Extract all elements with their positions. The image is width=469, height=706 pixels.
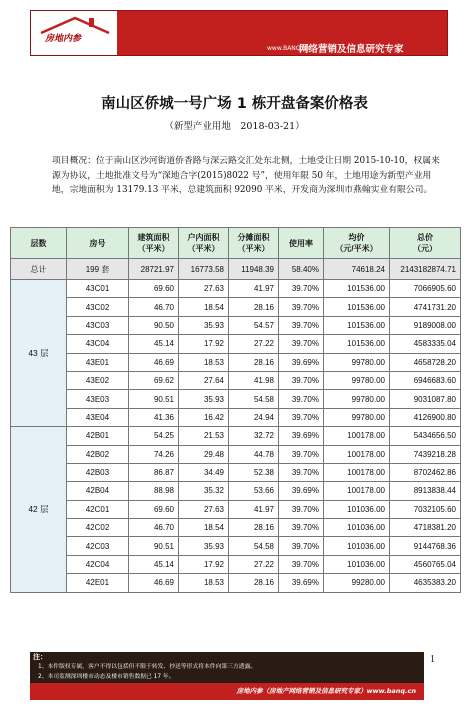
value-cell: 9144768.36 (390, 537, 461, 555)
logo (31, 11, 117, 55)
page-number: 1 (430, 654, 435, 665)
value-cell: 28.16 (229, 353, 279, 371)
value-cell: 39.70% (279, 280, 324, 298)
table-row (11, 574, 461, 592)
value-cell: 32.72 (229, 427, 279, 445)
room-cell: 43E04 (67, 408, 129, 426)
table-row (11, 408, 461, 426)
value-cell: 54.58 (229, 390, 279, 408)
value-cell: 35.93 (179, 537, 229, 555)
header-url: www.BANQ.cn (267, 45, 310, 52)
header-banner (30, 10, 448, 56)
value-cell: 17.92 (179, 555, 229, 573)
value-cell: 46.69 (129, 574, 179, 592)
value-cell: 39.70% (279, 463, 324, 481)
room-cell: 42B02 (67, 445, 129, 463)
room-cell: 43E02 (67, 371, 129, 389)
value-cell: 39.69% (279, 427, 324, 445)
table-row (11, 316, 461, 334)
value-cell: 18.53 (179, 353, 229, 371)
value-cell: 99780.00 (324, 408, 390, 426)
value-cell: 99780.00 (324, 371, 390, 389)
value-cell: 100178.00 (324, 445, 390, 463)
value-cell: 101036.00 (324, 555, 390, 573)
total-gross: 28721.97 (129, 259, 179, 280)
value-cell: 101036.00 (324, 519, 390, 537)
footer-text: 房地内参（房地产网络营销及信息研究专家）www.banq.cn (236, 687, 416, 695)
value-cell: 100178.00 (324, 482, 390, 500)
col-header: 分摊面积 （平米） (229, 228, 279, 259)
value-cell: 27.22 (229, 335, 279, 353)
value-cell: 101536.00 (324, 280, 390, 298)
value-cell: 29.48 (179, 445, 229, 463)
total-price: 2143182874.71 (390, 259, 461, 280)
value-cell: 21.53 (179, 427, 229, 445)
project-intro: 项目概况：位于南山区沙河街道侨香路与深云路交汇处东北侧，土地受让日期 2015-10-10，权属来源为协议，土地批准文号为“深地合字(2015)8022 号”，使用年限 50 年，土地用途为新型产业用地，宗地面积为 13179.13 平米，总建筑面积 92090 平米，开发商为深圳市燕翰实业有限公司。 (52, 156, 440, 196)
value-cell: 99780.00 (324, 390, 390, 408)
table-row (11, 482, 461, 500)
value-cell: 27.63 (179, 280, 229, 298)
value-cell: 4658728.20 (390, 353, 461, 371)
note-item: 1、本件版权专属，客户不得以包括但不限于转发、抄送等形式将本件向第三方透露。 (38, 664, 257, 670)
value-cell: 39.69% (279, 574, 324, 592)
value-cell: 4741731.20 (390, 298, 461, 316)
value-cell: 46.70 (129, 298, 179, 316)
value-cell: 39.69% (279, 482, 324, 500)
total-rate: 58.40% (279, 259, 324, 280)
value-cell: 90.51 (129, 390, 179, 408)
room-cell: 43C04 (67, 335, 129, 353)
value-cell: 17.92 (179, 335, 229, 353)
total-shared: 11948.39 (229, 259, 279, 280)
value-cell: 100178.00 (324, 463, 390, 481)
table-row (11, 371, 461, 389)
table-row (11, 537, 461, 555)
value-cell: 9031087.80 (390, 390, 461, 408)
value-cell: 39.70% (279, 371, 324, 389)
value-cell: 4126900.80 (390, 408, 461, 426)
page-title: 南山区侨城一号广场 1 栋开盘备案价格表 (101, 96, 368, 112)
value-cell: 53.66 (229, 482, 279, 500)
value-cell: 39.70% (279, 500, 324, 518)
total-row (11, 259, 461, 280)
value-cell: 101536.00 (324, 335, 390, 353)
room-cell: 42E01 (67, 574, 129, 592)
room-cell: 42C01 (67, 500, 129, 518)
floor-label: 42 层 (11, 427, 67, 593)
value-cell: 18.54 (179, 298, 229, 316)
total-avg: 74618.24 (324, 259, 390, 280)
room-cell: 42C03 (67, 537, 129, 555)
room-cell: 42B03 (67, 463, 129, 481)
col-header: 房号 (67, 228, 129, 259)
value-cell: 86.87 (129, 463, 179, 481)
value-cell: 39.70% (279, 555, 324, 573)
value-cell: 54.58 (229, 537, 279, 555)
value-cell: 99780.00 (324, 353, 390, 371)
table-row (11, 519, 461, 537)
room-cell: 42C04 (67, 555, 129, 573)
value-cell: 90.51 (129, 537, 179, 555)
value-cell: 99280.00 (324, 574, 390, 592)
table-row (11, 335, 461, 353)
value-cell: 101036.00 (324, 537, 390, 555)
value-cell: 69.60 (129, 280, 179, 298)
value-cell: 54.57 (229, 316, 279, 334)
value-cell: 101536.00 (324, 298, 390, 316)
total-label: 总计 (11, 259, 67, 280)
table-header-row (11, 228, 461, 259)
floor-label: 43 层 (11, 280, 67, 427)
value-cell: 9189008.00 (390, 316, 461, 334)
room-cell: 42B04 (67, 482, 129, 500)
value-cell: 39.70% (279, 445, 324, 463)
value-cell: 46.69 (129, 353, 179, 371)
value-cell: 28.16 (229, 574, 279, 592)
col-header: 使用率 (279, 228, 324, 259)
value-cell: 35.32 (179, 482, 229, 500)
col-header: 层数 (11, 228, 67, 259)
room-cell: 42B01 (67, 427, 129, 445)
value-cell: 5434656.50 (390, 427, 461, 445)
value-cell: 18.53 (179, 574, 229, 592)
table-row (11, 298, 461, 316)
value-cell: 39.70% (279, 316, 324, 334)
value-cell: 28.16 (229, 519, 279, 537)
value-cell: 39.70% (279, 537, 324, 555)
value-cell: 7032105.60 (390, 500, 461, 518)
value-cell: 90.50 (129, 316, 179, 334)
table-row (11, 280, 461, 298)
col-header: 均价 （元/平米） (324, 228, 390, 259)
value-cell: 101536.00 (324, 316, 390, 334)
table-row (11, 353, 461, 371)
value-cell: 27.22 (229, 555, 279, 573)
value-cell: 7066905.60 (390, 280, 461, 298)
value-cell: 8702462.86 (390, 463, 461, 481)
room-cell: 43C03 (67, 316, 129, 334)
value-cell: 44.78 (229, 445, 279, 463)
price-table (10, 227, 461, 593)
value-cell: 41.97 (229, 280, 279, 298)
value-cell: 101036.00 (324, 500, 390, 518)
value-cell: 45.14 (129, 555, 179, 573)
value-cell: 100178.00 (324, 427, 390, 445)
notes-title: 注： (33, 653, 47, 661)
table-row (11, 445, 461, 463)
col-header: 建筑面积 （平米） (129, 228, 179, 259)
value-cell: 88.98 (129, 482, 179, 500)
header-org: 网络营销及信息研究专家 (299, 44, 404, 55)
col-header: 总价 （元） (390, 228, 461, 259)
table-row (11, 390, 461, 408)
page-subtitle: （新型产业用地 2018-03-21） (164, 121, 305, 132)
value-cell: 4718381.20 (390, 519, 461, 537)
value-cell: 7439218.28 (390, 445, 461, 463)
value-cell: 24.94 (229, 408, 279, 426)
value-cell: 52.38 (229, 463, 279, 481)
value-cell: 6946683.60 (390, 371, 461, 389)
total-inner: 16773.58 (179, 259, 229, 280)
value-cell: 27.63 (179, 500, 229, 518)
value-cell: 39.70% (279, 335, 324, 353)
value-cell: 28.16 (229, 298, 279, 316)
table-row (11, 500, 461, 518)
value-cell: 16.42 (179, 408, 229, 426)
value-cell: 39.69% (279, 353, 324, 371)
value-cell: 18.54 (179, 519, 229, 537)
value-cell: 39.70% (279, 298, 324, 316)
footer-bar (30, 683, 424, 700)
value-cell: 74.26 (129, 445, 179, 463)
brand-name: 房地内参 (45, 34, 82, 44)
room-cell: 42C02 (67, 519, 129, 537)
value-cell: 41.98 (229, 371, 279, 389)
value-cell: 4583335.04 (390, 335, 461, 353)
value-cell: 45.14 (129, 335, 179, 353)
notes-box (30, 652, 424, 700)
room-cell: 43C02 (67, 298, 129, 316)
value-cell: 4560765.04 (390, 555, 461, 573)
table-row (11, 427, 461, 445)
col-header: 户内面积 （平米） (179, 228, 229, 259)
total-rooms: 199 套 (67, 259, 129, 280)
value-cell: 46.70 (129, 519, 179, 537)
table-row (11, 463, 461, 481)
value-cell: 69.60 (129, 500, 179, 518)
note-item: 2、本司监测深圳楼市动态及楼市销售数据已 17 年。 (38, 674, 175, 680)
value-cell: 8913838.44 (390, 482, 461, 500)
table-row (11, 555, 461, 573)
value-cell: 41.97 (229, 500, 279, 518)
value-cell: 35.93 (179, 316, 229, 334)
value-cell: 4635383.20 (390, 574, 461, 592)
value-cell: 34.49 (179, 463, 229, 481)
room-cell: 43E03 (67, 390, 129, 408)
room-cell: 43E01 (67, 353, 129, 371)
value-cell: 39.70% (279, 390, 324, 408)
value-cell: 35.93 (179, 390, 229, 408)
value-cell: 39.70% (279, 408, 324, 426)
value-cell: 39.70% (279, 519, 324, 537)
value-cell: 54.25 (129, 427, 179, 445)
value-cell: 27.64 (179, 371, 229, 389)
value-cell: 69.62 (129, 371, 179, 389)
room-cell: 43C01 (67, 280, 129, 298)
value-cell: 41.36 (129, 408, 179, 426)
